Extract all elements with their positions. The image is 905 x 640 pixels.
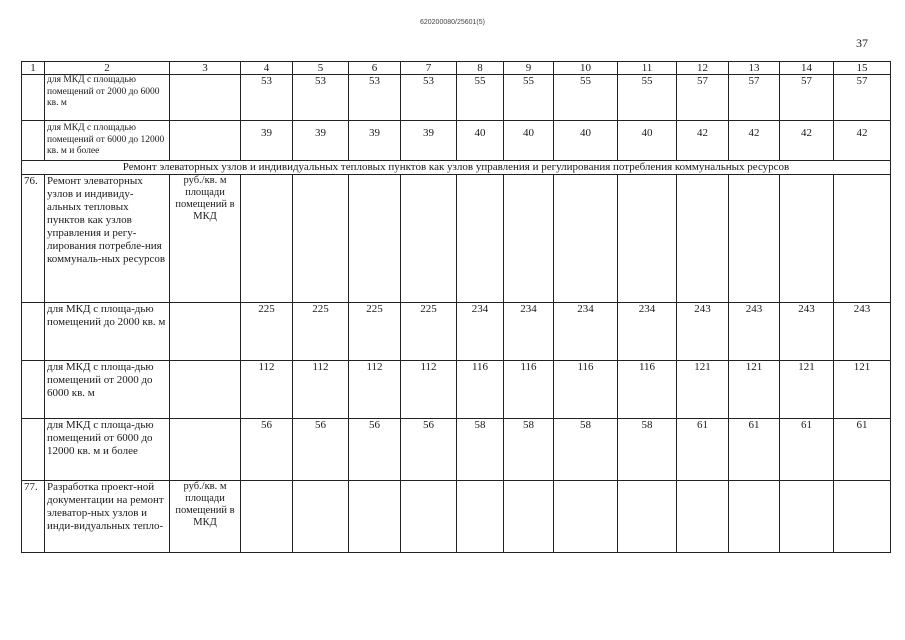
section-row xyxy=(22,161,891,175)
column-header-3: 3 xyxy=(170,62,241,75)
row-index-cell xyxy=(22,419,45,481)
value-cell xyxy=(834,175,891,303)
table-row xyxy=(22,419,891,481)
value-cell: 234 xyxy=(554,303,618,361)
value-cell: 55 xyxy=(504,75,554,121)
value-cell: 112 xyxy=(241,361,293,419)
value-cell xyxy=(401,175,457,303)
row-index-cell xyxy=(22,75,45,121)
value-cell xyxy=(834,481,891,553)
value-cell: 56 xyxy=(349,419,401,481)
value-cell: 121 xyxy=(729,361,780,419)
value-cell xyxy=(618,481,677,553)
value-cell xyxy=(554,481,618,553)
row-description: Разработка проект-ной документации на ремонт элеватор-ных узлов и инди-видуальных тепло- xyxy=(45,481,170,553)
table-row-item-77 xyxy=(22,481,891,553)
value-cell: 55 xyxy=(618,75,677,121)
page-number: 37 xyxy=(856,36,868,50)
value-cell: 57 xyxy=(677,75,729,121)
value-cell: 53 xyxy=(401,75,457,121)
value-cell: 58 xyxy=(618,419,677,481)
value-cell: 57 xyxy=(834,75,891,121)
value-cell xyxy=(504,481,554,553)
value-cell: 243 xyxy=(780,303,834,361)
table-row xyxy=(22,75,891,121)
column-header-7: 7 xyxy=(401,62,457,75)
column-number-row xyxy=(22,62,891,75)
value-cell: 234 xyxy=(457,303,504,361)
unit-cell xyxy=(170,75,241,121)
value-cell: 61 xyxy=(677,419,729,481)
tariff-table xyxy=(21,61,891,553)
row-index-cell xyxy=(22,121,45,161)
column-header-6: 6 xyxy=(349,62,401,75)
value-cell: 53 xyxy=(293,75,349,121)
value-cell: 53 xyxy=(349,75,401,121)
value-cell xyxy=(677,481,729,553)
unit-cell xyxy=(170,303,241,361)
value-cell: 56 xyxy=(401,419,457,481)
column-header-9: 9 xyxy=(504,62,554,75)
value-cell: 121 xyxy=(834,361,891,419)
value-cell: 112 xyxy=(401,361,457,419)
unit-cell: руб./кв. м площади помещений в МКД xyxy=(170,175,241,303)
document-id: 620200080/25601(5) xyxy=(419,19,485,26)
value-cell: 225 xyxy=(293,303,349,361)
value-cell: 42 xyxy=(677,121,729,161)
value-cell xyxy=(677,175,729,303)
row-description: для МКД с площа-дью помещений от 2000 до 6000 кв. м xyxy=(45,361,170,419)
value-cell: 57 xyxy=(780,75,834,121)
column-header-12: 12 xyxy=(677,62,729,75)
value-cell: 53 xyxy=(241,75,293,121)
column-header-11: 11 xyxy=(618,62,677,75)
column-header-10: 10 xyxy=(554,62,618,75)
row-index-cell: 76. xyxy=(22,175,45,303)
value-cell: 234 xyxy=(618,303,677,361)
value-cell: 42 xyxy=(780,121,834,161)
value-cell: 61 xyxy=(780,419,834,481)
value-cell xyxy=(401,481,457,553)
table-row xyxy=(22,303,891,361)
value-cell: 57 xyxy=(729,75,780,121)
value-cell: 243 xyxy=(834,303,891,361)
value-cell xyxy=(504,175,554,303)
section-title: Ремонт элеваторных узлов и индивидуальных тепловых пунктов как узлов управления и регулирования потребления коммунальных ресурсов xyxy=(22,161,891,175)
value-cell xyxy=(241,175,293,303)
row-description: для МКД с площа-дью помещений до 2000 кв. м xyxy=(45,303,170,361)
value-cell: 39 xyxy=(241,121,293,161)
value-cell: 225 xyxy=(401,303,457,361)
value-cell: 56 xyxy=(293,419,349,481)
value-cell xyxy=(729,175,780,303)
column-header-1: 1 xyxy=(22,62,45,75)
value-cell xyxy=(780,175,834,303)
unit-cell xyxy=(170,419,241,481)
value-cell: 112 xyxy=(293,361,349,419)
value-cell xyxy=(618,175,677,303)
unit-cell xyxy=(170,121,241,161)
value-cell: 39 xyxy=(401,121,457,161)
value-cell: 58 xyxy=(504,419,554,481)
value-cell: 42 xyxy=(729,121,780,161)
value-cell xyxy=(729,481,780,553)
value-cell: 116 xyxy=(554,361,618,419)
value-cell xyxy=(457,481,504,553)
column-header-5: 5 xyxy=(293,62,349,75)
unit-cell xyxy=(170,361,241,419)
column-header-8: 8 xyxy=(457,62,504,75)
value-cell: 40 xyxy=(618,121,677,161)
column-header-14: 14 xyxy=(780,62,834,75)
value-cell: 39 xyxy=(293,121,349,161)
column-header-4: 4 xyxy=(241,62,293,75)
value-cell: 61 xyxy=(729,419,780,481)
row-description: Ремонт элеваторных узлов и индивиду-альных тепловых пунктов как узлов управления и регу-лирования потребле-ния коммуналь-ных ресурсов xyxy=(45,175,170,303)
value-cell xyxy=(554,175,618,303)
row-description: для МКД с площадью помещений от 6000 до 12000 кв. м и более xyxy=(45,121,170,161)
value-cell: 234 xyxy=(504,303,554,361)
value-cell: 58 xyxy=(457,419,504,481)
value-cell: 121 xyxy=(677,361,729,419)
row-index-cell xyxy=(22,303,45,361)
value-cell: 42 xyxy=(834,121,891,161)
value-cell: 61 xyxy=(834,419,891,481)
column-header-13: 13 xyxy=(729,62,780,75)
value-cell: 112 xyxy=(349,361,401,419)
value-cell: 116 xyxy=(618,361,677,419)
row-description: для МКД с площа-дью помещений от 6000 до 12000 кв. м и более xyxy=(45,419,170,481)
value-cell: 40 xyxy=(554,121,618,161)
value-cell: 225 xyxy=(241,303,293,361)
value-cell xyxy=(349,175,401,303)
table-row-item-76 xyxy=(22,175,891,303)
column-header-15: 15 xyxy=(834,62,891,75)
unit-cell: руб./кв. м площади помещений в МКД xyxy=(170,481,241,553)
value-cell xyxy=(457,175,504,303)
value-cell: 56 xyxy=(241,419,293,481)
value-cell: 121 xyxy=(780,361,834,419)
value-cell: 225 xyxy=(349,303,401,361)
value-cell xyxy=(780,481,834,553)
row-description: для МКД с площадью помещений от 2000 до 6000 кв. м xyxy=(45,75,170,121)
value-cell: 243 xyxy=(677,303,729,361)
value-cell: 40 xyxy=(457,121,504,161)
table-row xyxy=(22,361,891,419)
value-cell: 55 xyxy=(457,75,504,121)
value-cell xyxy=(293,175,349,303)
value-cell: 55 xyxy=(554,75,618,121)
value-cell: 39 xyxy=(349,121,401,161)
value-cell: 116 xyxy=(504,361,554,419)
value-cell xyxy=(349,481,401,553)
value-cell xyxy=(241,481,293,553)
row-index-cell: 77. xyxy=(22,481,45,553)
table-row xyxy=(22,121,891,161)
value-cell: 116 xyxy=(457,361,504,419)
column-header-2: 2 xyxy=(45,62,170,75)
value-cell xyxy=(293,481,349,553)
value-cell: 243 xyxy=(729,303,780,361)
row-index-cell xyxy=(22,361,45,419)
value-cell: 58 xyxy=(554,419,618,481)
value-cell: 40 xyxy=(504,121,554,161)
